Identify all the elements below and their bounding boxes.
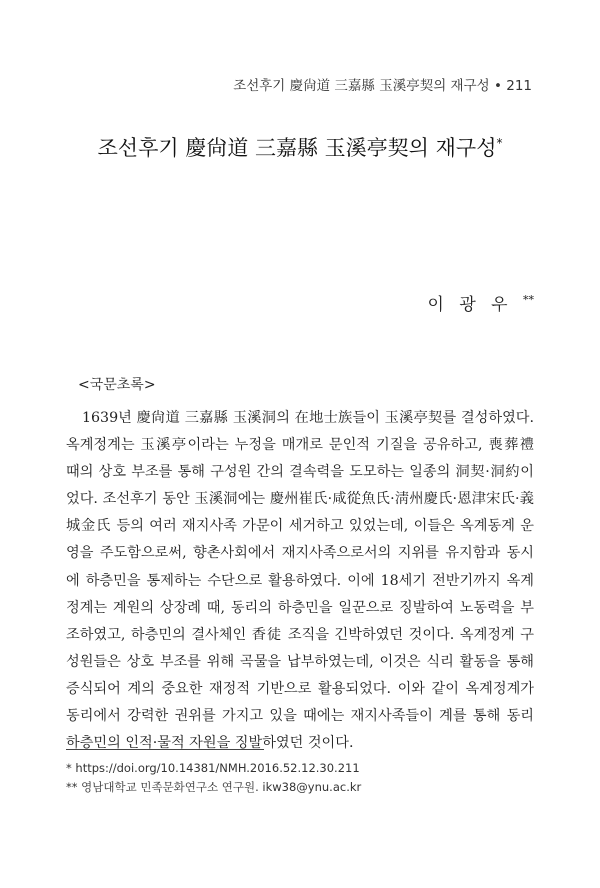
abstract-label: <국문초록>: [78, 377, 156, 393]
abstract-line: 었다. 조선후기 동안 玉溪洞에는 慶州崔氏·咸從魚氏·淸州慶氏·恩津宋氏·義: [66, 491, 534, 508]
abstract-line: 성원들은 상호 부조를 위해 곡물을 납부하였는데, 이것은 식리 활동을 통해: [66, 653, 534, 670]
abstract-line: 1639년 慶尙道 三嘉縣 玉溪洞의 在地士族들이 玉溪亭契를 결성하였다.: [82, 410, 534, 426]
abstract-line: 하층민의 인적·물적 자원을 징발하였던 것이다.: [66, 735, 354, 752]
footnote-author-affiliation: ** 영남대학교 민족문화연구소 연구원. ikw38@ynu.ac.kr: [66, 780, 362, 794]
author-footnote-marker: **: [523, 293, 534, 307]
running-head: 조선후기 慶尙道 三嘉縣 玉溪亭契의 재구성 • 211: [233, 78, 532, 94]
title-footnote-marker: *: [496, 136, 503, 150]
abstract-line: 城金氏 등의 여러 재지사족 가문이 세거하고 있었는데, 이들은 옥계동계 운: [66, 518, 534, 535]
abstract-line: 증식되어 계의 중요한 재정적 기반으로 활용되었다. 이와 같이 옥계정계가: [66, 680, 534, 697]
footnote-divider: [66, 749, 264, 750]
abstract-line: 옥계정계는 玉溪亭이라는 누정을 매개로 문인적 기질을 공유하고, 喪葬禮: [66, 437, 534, 454]
paper-title-text: 조선후기 慶尙道 三嘉縣 玉溪亭契의 재구성: [97, 136, 497, 160]
abstract-line: 조하였고, 하층민의 결사체인 香徒 조직을 긴박하였던 것이다. 옥계정계 구: [66, 626, 534, 643]
abstract-line: 동리에서 강력한 권위를 가지고 있을 때에는 재지사족들이 계를 통해 동리: [66, 708, 534, 725]
author: [428, 290, 534, 315]
author-name: 이 광 우: [427, 295, 513, 315]
abstract-line: 때의 상호 부조를 통해 구성원 간의 결속력을 도모하는 일종의 洞契·洞約이: [66, 464, 534, 481]
abstract-body: [66, 405, 534, 757]
paper-title: [0, 132, 600, 162]
abstract-line: 정계는 계원의 상장례 때, 동리의 하층민을 일꾼으로 징발하여 노동력을 부: [66, 599, 534, 616]
abstract-line: 에 하층민을 통제하는 수단으로 활용하였다. 이에 18세기 전반기까지 옥계: [66, 572, 534, 589]
footnote-doi: * https://doi.org/10.14381/NMH.2016.52.12.30.211: [66, 761, 360, 775]
abstract-line: 영을 주도함으로써, 향촌사회에서 재지사족으로서의 지위를 유지함과 동시: [66, 545, 534, 562]
